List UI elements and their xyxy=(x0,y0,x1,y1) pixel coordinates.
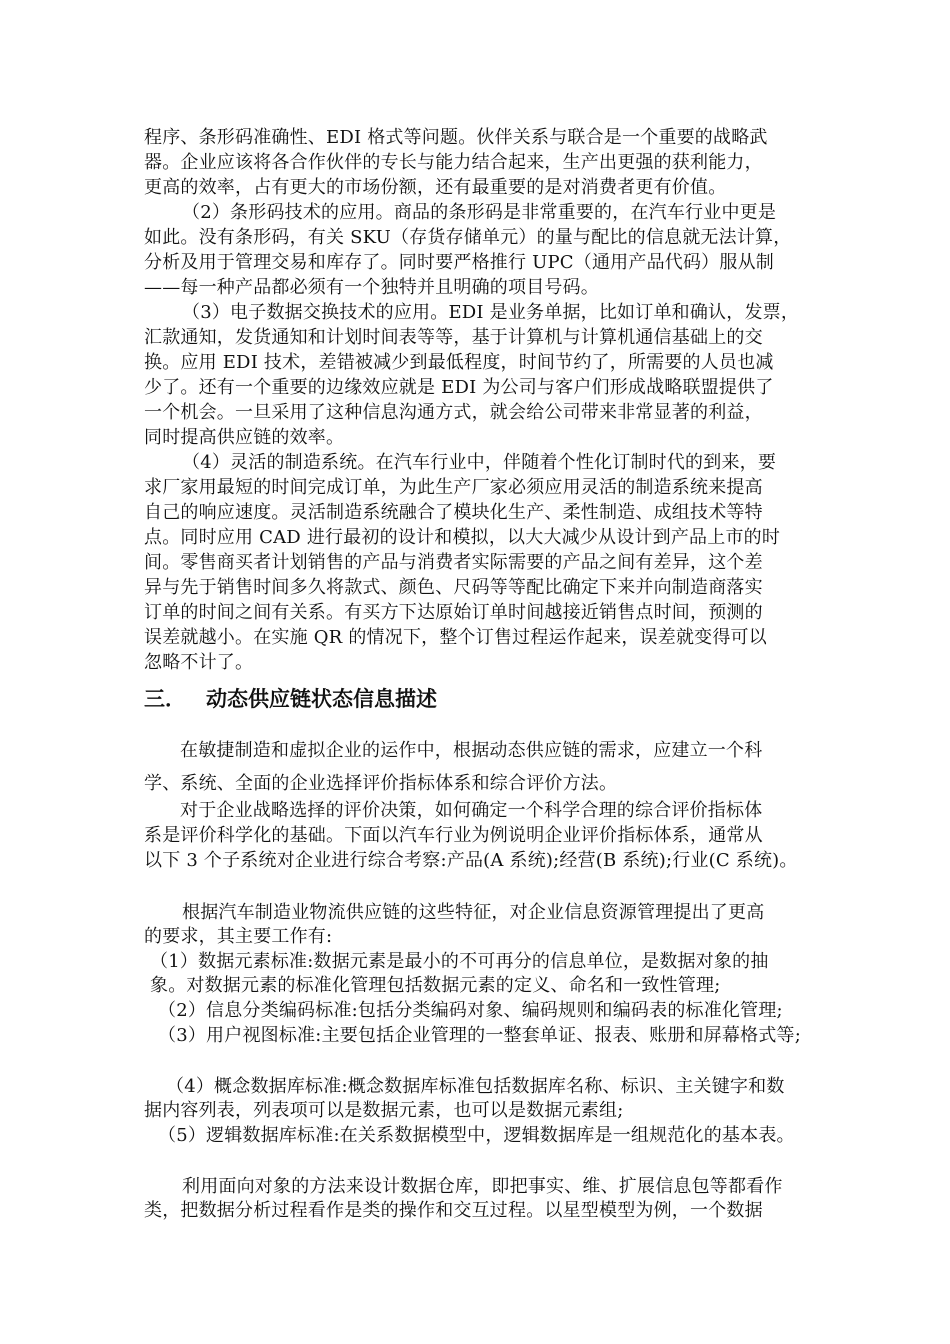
paragraph-line: 误差就越小。在实施 QR 的情况下，整个订售过程运作起来，误差就变得可以 xyxy=(144,627,767,648)
paragraph-line: 系是评价科学化的基础。下面以汽车行业为例说明企业评价指标体系，通常从 xyxy=(144,825,763,846)
paragraph-line: 自己的响应速度。灵活制造系统融合了模块化生产、柔性制造、成组技术等特 xyxy=(144,502,763,523)
list-item: 象。对数据元素的标准化管理包括数据元素的定义、命名和一致性管理; xyxy=(150,975,721,996)
paragraph-line: 换。应用 EDI 技术，差错被减少到最低程度，时间节约了，所需要的人员也减 xyxy=(144,352,774,373)
paragraph-line: 器。企业应该将各合作伙伴的专长与能力结合起来，生产出更强的获利能力， xyxy=(144,152,763,173)
paragraph-line: ——每一种产品都必须有一个独特并且明确的项目号码。 xyxy=(144,277,599,298)
list-item: （5）逻辑数据库标准:在关系数据模型中，逻辑数据库是一组规范化的基本表。 xyxy=(158,1125,795,1146)
paragraph-line: 类，把数据分析过程看作是类的操作和交互过程。以星型模型为例，一个数据 xyxy=(144,1200,763,1221)
paragraph-line: 利用面向对象的方法来设计数据仓库，即把事实、维、扩展信息包等都看作 xyxy=(182,1176,783,1197)
list-item: （4）概念数据库标准:概念数据库标准包括数据库名称、标识、主关键字和数 xyxy=(166,1076,785,1097)
paragraph-line: 少了。还有一个重要的边缘效应就是 EDI 为公司与客户们形成战略联盟提供了 xyxy=(144,377,774,398)
paragraph-line: 程序、条形码准确性、EDI 格式等问题。伙伴关系与联合是一个重要的战略武 xyxy=(144,127,768,148)
paragraph-line: 点。同时应用 CAD 进行最初的设计和模拟，以大大减少从设计到产品上市的时 xyxy=(144,527,781,548)
paragraph-line: （2）条形码技术的应用。商品的条形码是非常重要的，在汽车行业中更是 xyxy=(182,202,777,223)
paragraph-line: 根据汽车制造业物流供应链的这些特征，对企业信息资源管理提出了更高 xyxy=(182,902,765,923)
paragraph-line: 异与先于销售时间多久将款式、颜色、尺码等等配比确定下来并向制造商落实 xyxy=(144,577,763,598)
paragraph-line: 求厂家用最短的时间完成订单，为此生产厂家必须应用灵活的制造系统来提高 xyxy=(144,477,763,498)
paragraph-line: 间。零售商买者计划销售的产品与消费者实际需要的产品之间有差异，这个差 xyxy=(144,552,763,573)
paragraph-line: 更高的效率，占有更大的市场份额，还有最重要的是对消费者更有价值。 xyxy=(144,177,727,198)
paragraph-line: 汇款通知，发货通知和计划时间表等等，基于计算机与计算机通信基础上的交 xyxy=(144,327,763,348)
paragraph-line: 以下 3 个子系统对企业进行综合考察:产品(A 系统);经营(B 系统);行业(C 系统)。 xyxy=(144,850,798,871)
section-title: 动态供应链状态信息描述 xyxy=(206,687,437,711)
paragraph-line: 如此。没有条形码，有关 SKU（存货存储单元）的量与配比的信息就无法计算， xyxy=(144,227,792,248)
paragraph-line: （4）灵活的制造系统。在汽车行业中，伴随着个性化订制时代的到来，要 xyxy=(182,452,777,473)
paragraph-line: 忽略不计了。 xyxy=(144,652,254,673)
paragraph-line: 分析及用于管理交易和库存了。同时要严格推行 UPC（通用产品代码）服从制 xyxy=(144,252,774,273)
list-item: （1）数据元素标准:数据元素是最小的不可再分的信息单位，是数据对象的抽 xyxy=(150,951,769,972)
paragraph-line: 订单的时间之间有关系。有买方下达原始订单时间越接近销售点时间，预测的 xyxy=(144,602,763,623)
paragraph-line: 在敏捷制造和虚拟企业的运作中，根据动态供应链的需求，应建立一个科 xyxy=(180,740,763,761)
list-item: （2）信息分类编码标准:包括分类编码对象、编码规则和编码表的标准化管理; xyxy=(158,1000,783,1021)
paragraph-line: 对于企业战略选择的评价决策，如何确定一个科学合理的综合评价指标体 xyxy=(180,800,763,821)
paragraph-line: 同时提高供应链的效率。 xyxy=(144,427,345,448)
list-item: 据内容列表，列表项可以是数据元素，也可以是数据元素组; xyxy=(144,1100,624,1121)
paragraph-line: 的要求，其主要工作有: xyxy=(144,926,333,947)
list-item: （3）用户视图标准:主要包括企业管理的一整套单证、报表、账册和屏幕格式等; xyxy=(158,1025,801,1046)
section-number: 三． xyxy=(144,687,186,711)
paragraph-line: （3）电子数据交换技术的应用。EDI 是业务单据，比如订单和确认，发票， xyxy=(182,302,800,323)
paragraph-line: 学、系统、全面的企业选择评价指标体系和综合评价方法。 xyxy=(144,773,618,794)
paragraph-line: 一个机会。一旦采用了这种信息沟通方式，就会给公司带来非常显著的利益， xyxy=(144,402,763,423)
